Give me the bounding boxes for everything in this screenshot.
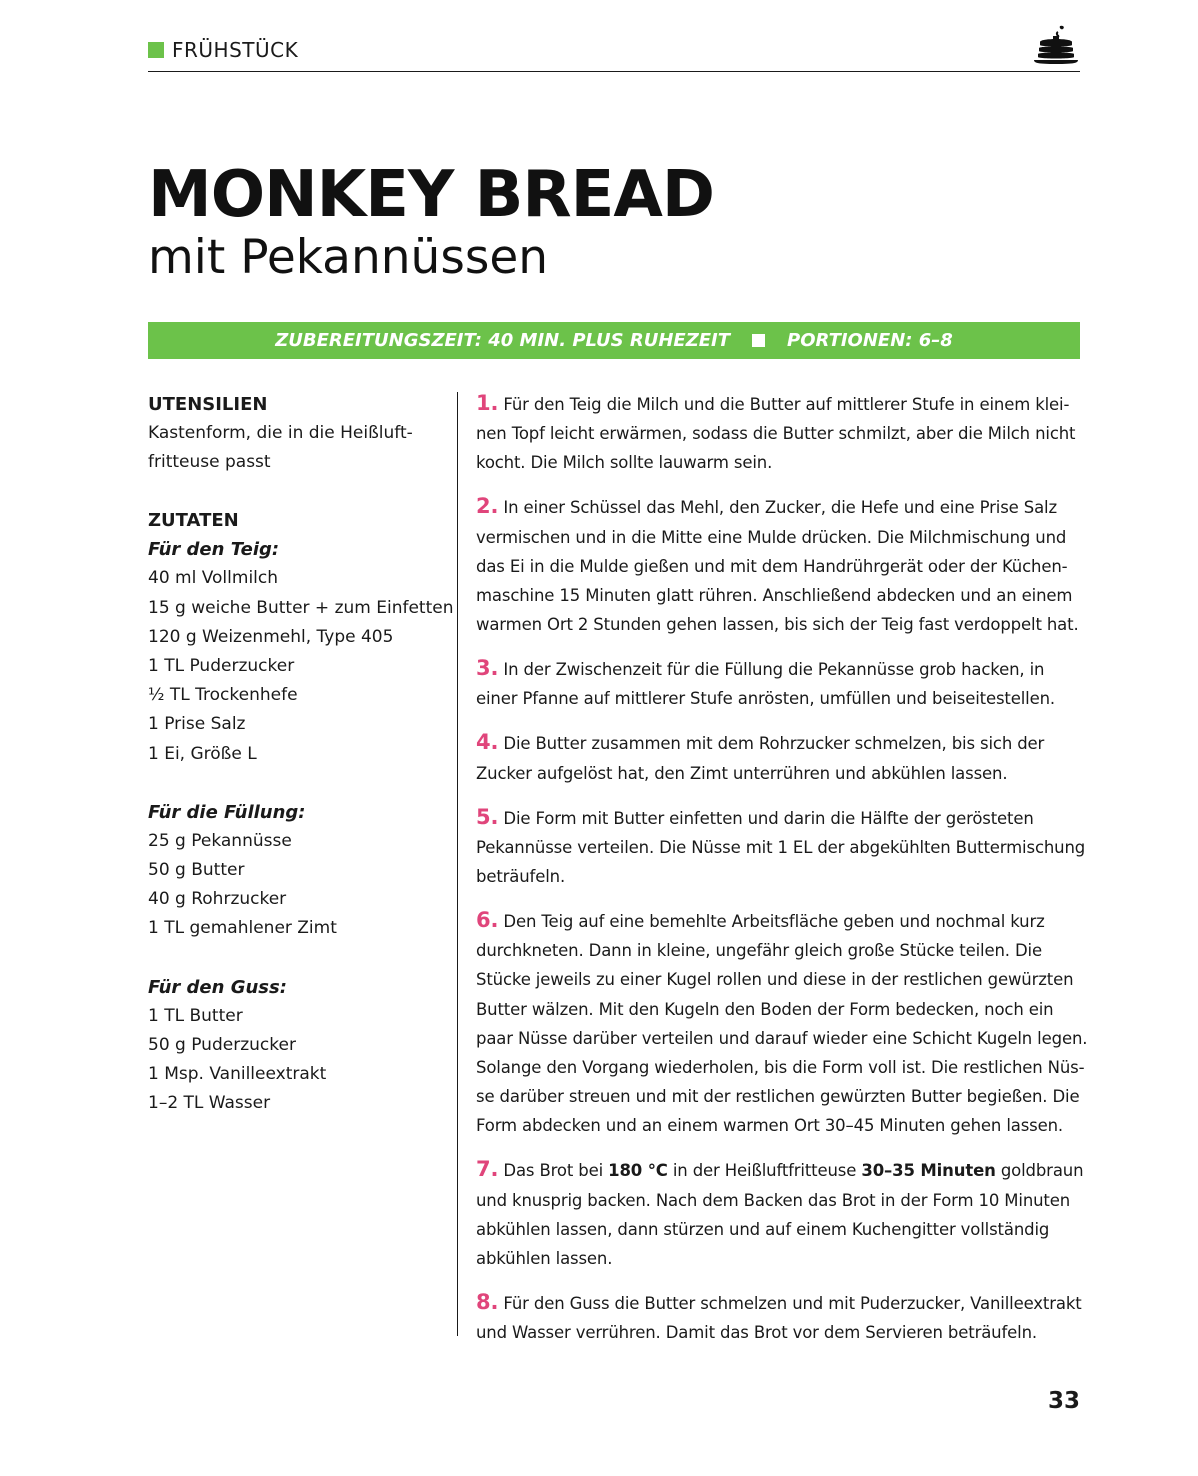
ingredient-item: 50 g Puderzucker (148, 1034, 296, 1055)
step-text: Die Butter zusammen mit dem Rohrzucker schmelzen, bis sich der Zucker aufgelöst hat, den Zimt unterrühren und abkühlen lassen. (476, 734, 1045, 783)
step-number: 3. (476, 656, 499, 681)
step-4 (476, 728, 1088, 787)
recipe-subtitle: mit Pekannüssen (148, 230, 549, 285)
ingredient-item: 25 g Pekannüsse (148, 830, 292, 851)
step-time: 30–35 Minuten (861, 1161, 996, 1181)
ingredient-item: 1 Ei, Größe L (148, 743, 257, 764)
info-separator (752, 334, 765, 347)
step-5 (476, 803, 1088, 892)
ingredient-item: 1 TL Butter (148, 1005, 243, 1026)
ingredient-item: 40 ml Vollmilch (148, 568, 279, 589)
ingredient-group-title: Für den Teig: (148, 539, 280, 561)
ingredient-item: 1 Msp. Vanilleextrakt (148, 1064, 327, 1085)
step-text: Für den Guss die Butter schmelzen und mit Puderzucker, Vanilleextrakt und Wasser verrühren. Damit das Brot vor dem Servieren beträufeln. (476, 1294, 1082, 1343)
page-header (148, 36, 1080, 72)
ingredients-column (148, 390, 454, 1118)
category-label: FRÜHSTÜCK (172, 38, 299, 62)
step-3 (476, 654, 1088, 713)
ingredient-item: 50 g Butter (148, 860, 245, 881)
step-text: Für den Teig die Milch und die Butter auf mittlerer Stufe in einem klei-nen Topf leicht erwärmen, sodass die Butter schmilzt, aber die Milch nicht kocht. Die Milch sollte lauwarm sein. (476, 395, 1076, 473)
prep-time: ZUBEREITUNGSZEIT: 40 MIN. PLUS RUHEZEIT (275, 330, 731, 351)
step-text: In der Zwischenzeit für die Füllung die Pekannüsse grob hacken, in einer Pfanne auf mittlerer Stufe anrösten, umfüllen und beiseitestellen. (476, 660, 1056, 709)
page-number: 33 (1047, 1388, 1080, 1414)
step-text: Die Form mit Butter einfetten und darin die Hälfte der gerösteten Pekannüsse verteilen. Die Nüsse mit 1 EL der abgekühlten Buttermischung beträufeln. (476, 808, 1086, 887)
ingredient-item: 1 Prise Salz (148, 714, 246, 735)
ingredient-item: ½ TL Trockenhefe (148, 685, 298, 706)
step-text: Den Teig auf eine bemehlte Arbeitsfläche geben und nochmal kurz durchkneten. Dann in kleine, ungefähr gleich große Stücke teilen. Die Stücke jeweils zu einer Kugel rollen und diese in der restlichen gewürzten Butter wälzen. Mit den Kugeln den Boden der Form bedecken, noch ein paar Nüsse darüber verteilen und darauf wieder eine Schicht Kugeln legen. Solange den Vorgang wiederholen, bis die Form voll ist. Die restlichen Nüs-se darüber streuen und mit der restlichen gewürzten Butter begießen. Die Form abdecken und an einem warmen Ort 30–45 Minuten gehen lassen. (476, 912, 1088, 1136)
recipe-title: MONKEY BREAD (148, 158, 715, 232)
step-6 (476, 906, 1088, 1141)
utensil-line: Kastenform, die in die Heißluft- (148, 423, 413, 443)
utensil-line: fritteuse passt (148, 452, 271, 473)
ingredient-item: 1 TL gemahlener Zimt (148, 918, 337, 939)
step-8 (476, 1288, 1088, 1347)
utensils-heading: UTENSILIEN (148, 394, 268, 415)
ingredient-item: 1–2 TL Wasser (148, 1093, 271, 1114)
step-number: 7. (476, 1157, 499, 1182)
pancake-stack-icon (1032, 24, 1080, 66)
steps-column (476, 389, 1088, 1362)
step-text: In einer Schüssel das Mehl, den Zucker, die Hefe und eine Prise Salz vermischen und in die Mitte eine Mulde drücken. Die Milchmischung und das Ei in die Mulde gießen und mit dem Handrührgerät oder der Küchen-maschine 15 Minuten glatt rühren. Anschließend abdecken und an einem warmen Ort 2 Stunden gehen lassen, bis sich der Teig fast verdoppelt hat. (476, 498, 1079, 635)
header-rule (148, 71, 1080, 72)
ingredients-heading: ZUTATEN (148, 510, 239, 532)
info-bar (148, 322, 1080, 359)
ingredient-item: 120 g Weizenmehl, Type 405 (148, 626, 394, 647)
step-number: 4. (476, 730, 499, 755)
step-text: Das Brot bei (503, 1161, 609, 1181)
ingredient-group-title: Für die Füllung: (148, 801, 306, 823)
step-temperature: 180 °C (608, 1161, 668, 1181)
ingredient-item: 40 g Rohrzucker (148, 889, 287, 910)
step-number: 6. (476, 908, 499, 933)
step-number: 8. (476, 1290, 499, 1315)
ingredient-item: 1 TL Puderzucker (148, 656, 295, 677)
ingredient-item: 15 g weiche Butter + zum Einfetten (148, 597, 454, 618)
step-1 (476, 389, 1088, 478)
step-number: 1. (476, 391, 499, 415)
step-number: 5. (476, 804, 499, 829)
step-7 (476, 1155, 1088, 1273)
step-number: 2. (476, 494, 499, 519)
step-text: goldbraun und knusprig backen. Nach dem Backen das Brot in der Form 10 Minuten abkühlen lassen, dann stürzen und auf einem Kuchengitter vollständig abkühlen lassen. (476, 1161, 1084, 1269)
ingredient-group-title: Für den Guss: (148, 976, 287, 998)
column-divider (457, 392, 458, 1336)
step-text: in der Heißluftfritteuse (667, 1161, 862, 1181)
category-marker (148, 42, 164, 58)
step-2 (476, 492, 1088, 639)
portions: PORTIONEN: 6–8 (787, 330, 953, 351)
